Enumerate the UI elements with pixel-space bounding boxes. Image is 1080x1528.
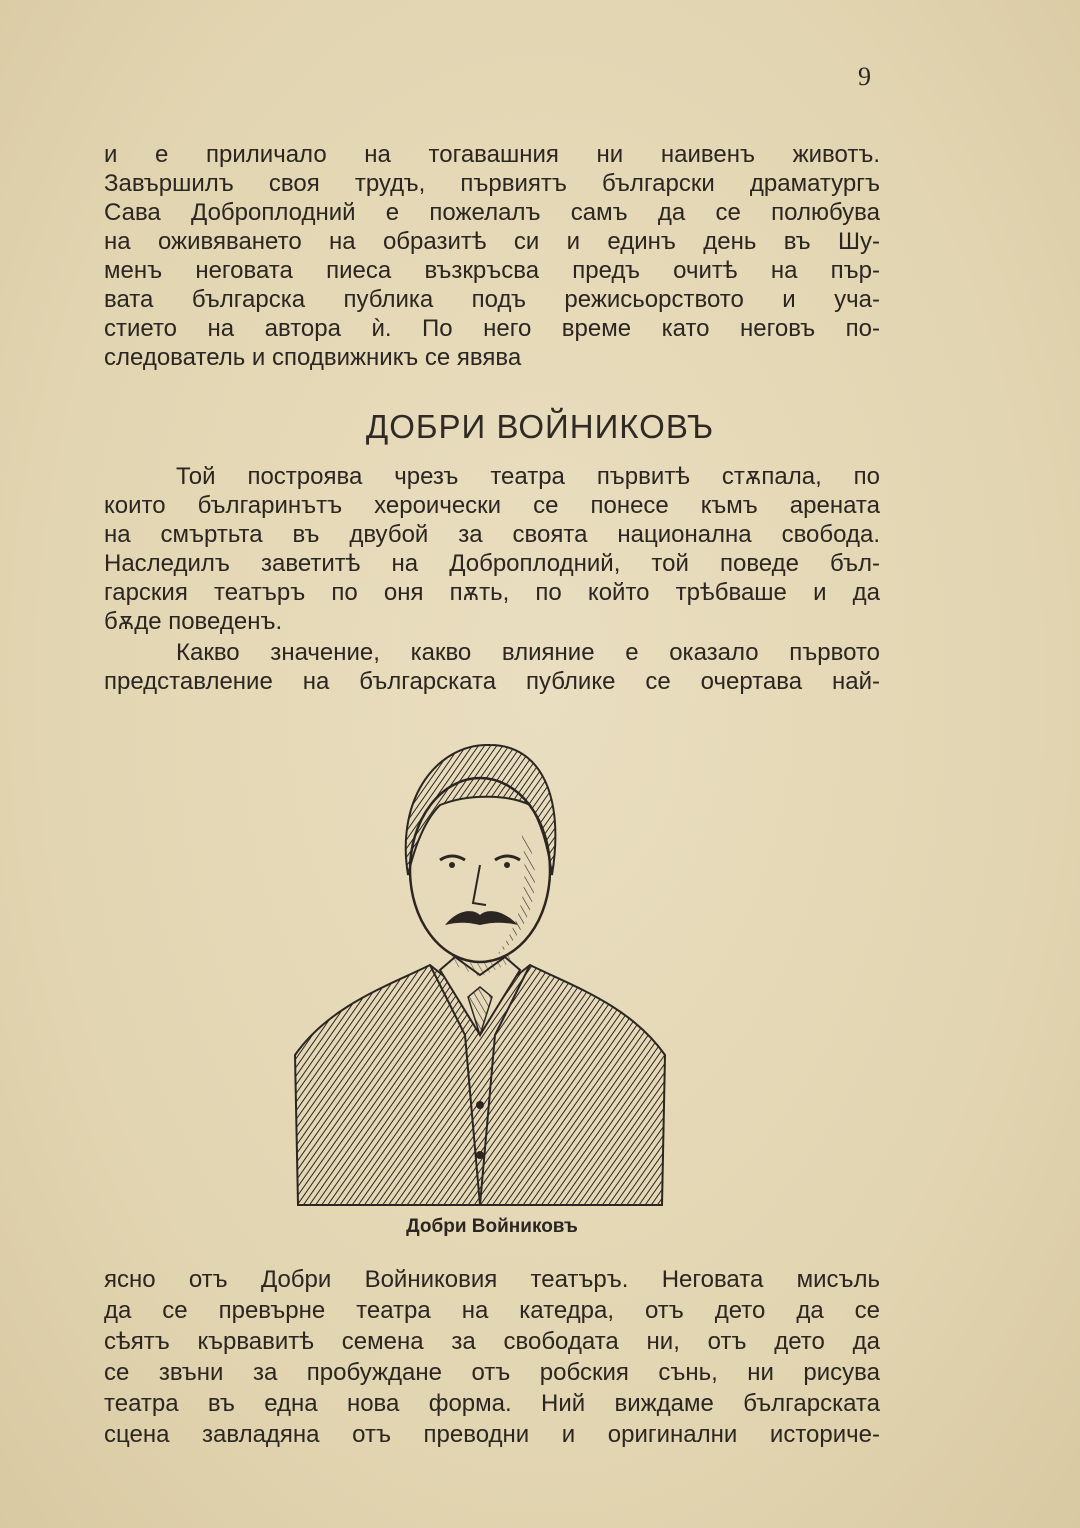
text-line: сцена завладяна отъ преводни и оригинални историче- — [104, 1421, 880, 1448]
text-line: и е приличало на тогавашния ни наивенъ животъ. — [104, 141, 880, 168]
text-line: на смъртьта въ двубой за своята национална свобода. — [104, 521, 880, 548]
portrait-caption: Добри Войниковъ — [406, 1216, 578, 1237]
text-line: Завършилъ своя трудъ, първиятъ български драматургъ — [104, 170, 880, 197]
text-line: следователь и сподвижникъ се явява — [104, 344, 522, 371]
text-line: които българинътъ хероически се понесе къмъ арената — [104, 492, 880, 519]
text-line: бѫде поведенъ. — [104, 608, 283, 635]
text-line: гарския театъръ по оня пѫть, по който трѣбваше и да — [104, 579, 880, 606]
page-number: 9 — [858, 62, 871, 91]
portrait-engraving — [290, 735, 670, 1210]
text-line: да се превърне театра на катедра, отъ дето да се — [104, 1297, 880, 1324]
text-line: на оживяването на образитѣ си и единъ день въ Шу- — [104, 228, 880, 255]
text-line: вата българска публика подъ режисьорството и уча- — [104, 286, 880, 313]
section-heading: ДОБРИ ВОЙНИКОВЪ — [365, 408, 715, 445]
text-line: Наследилъ заветитѣ на Доброплодний, той поведе бъл- — [104, 550, 880, 577]
text-line: Сава Доброплодний е пожелалъ самъ да се полюбува — [104, 199, 880, 226]
text-line: театра въ една нова форма. Ний виждаме българската — [104, 1390, 880, 1417]
text-line: сѣятъ кървавитѣ семена за свободата ни, отъ дето да — [104, 1328, 880, 1355]
text-line: менъ неговата пиеса възкръсва предъ очитѣ на пър- — [104, 257, 880, 284]
text-line: се звъни за пробуждане отъ робския сънь, ни рисува — [104, 1359, 880, 1386]
text-line: Той построява чрезъ театра първитѣ стѫпала, по — [176, 463, 880, 490]
text-line: ясно отъ Добри Войниковия театъръ. Неговата мисъль — [104, 1266, 880, 1293]
text-line: Какво значение, какво влияние е оказало първото — [176, 639, 880, 666]
text-line: стието на автора ѝ. По него време като неговъ по- — [104, 315, 880, 342]
text-line: представление на българската публике се очертава най- — [104, 668, 880, 695]
